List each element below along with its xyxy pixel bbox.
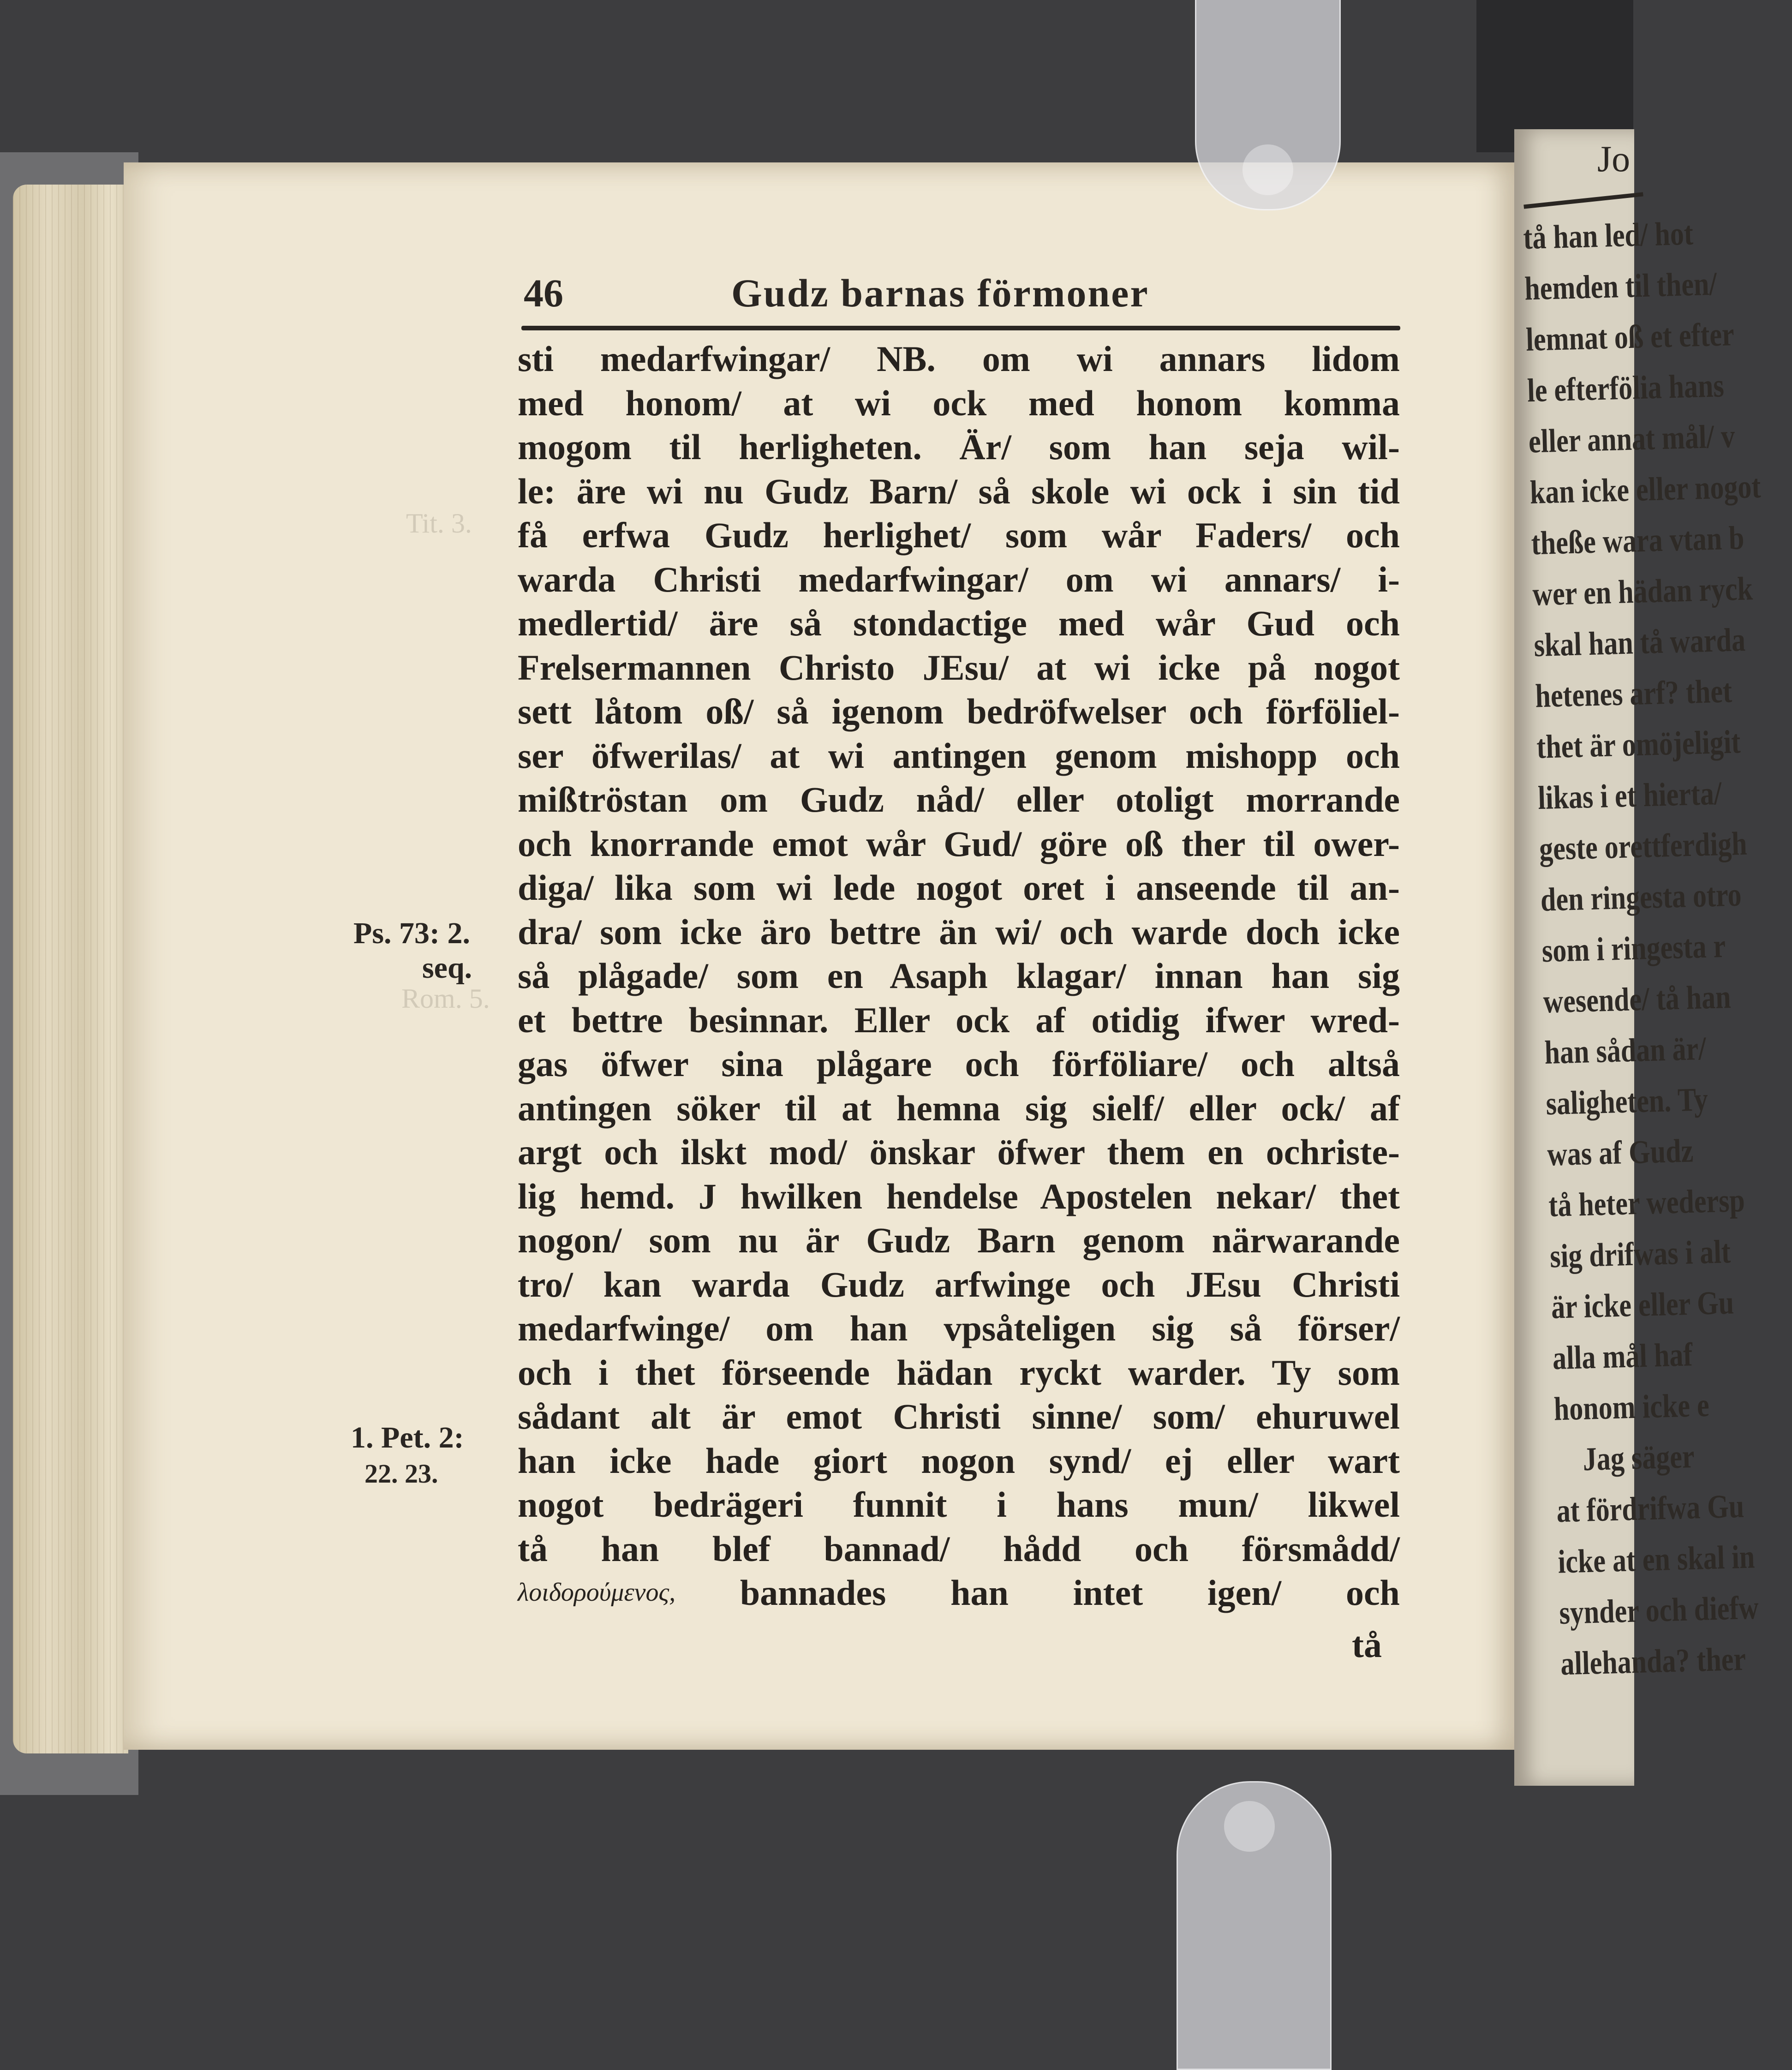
right-page-line: was af Gudz (1547, 1132, 1694, 1173)
right-page-line: at fördrifwa Gu (1556, 1488, 1745, 1529)
margin-note-verses: 22. 23. (364, 1459, 438, 1489)
clip-hole (1224, 1801, 1275, 1852)
text-line-content: och i thet förseende hädan ryckt warder. Ty som (518, 1352, 1400, 1393)
text-line (518, 778, 1400, 822)
text-line (518, 734, 1400, 778)
text-line-content: le: äre wi nu Gudz Barn/ så skole wi ock i sin tid (518, 471, 1400, 511)
text-line-content: gas öfwer sina plågare och förföliare/ och altså (518, 1044, 1400, 1084)
text-line (518, 381, 1400, 425)
text-line (518, 1439, 1400, 1483)
right-page-header: Jo (1597, 139, 1631, 179)
text-line (518, 866, 1400, 910)
text-line-content: mogom til herligheten. Är/ som han seja wil- (518, 427, 1400, 467)
text-line (518, 910, 1400, 954)
text-line (518, 1351, 1400, 1395)
right-page-line: saligheten. Ty (1545, 1081, 1708, 1122)
show-through-text: Tit. 3. (406, 508, 472, 538)
body-text (518, 337, 1400, 1615)
right-page-line: theße wara vtan b (1530, 519, 1745, 562)
text-line-content: sti medarfwingar/ NB. om wi annars lidom (518, 339, 1400, 379)
right-page (1514, 129, 1762, 1786)
text-line (518, 1394, 1400, 1439)
right-page-line: synder och diefw (1559, 1589, 1759, 1631)
text-line (518, 646, 1400, 690)
text-line (518, 601, 1400, 646)
word: igen/ (1207, 1573, 1282, 1613)
text-line (518, 1042, 1400, 1086)
text-line-content: han icke hade giort nogon synd/ ej eller wart (518, 1440, 1400, 1481)
text-line (518, 689, 1400, 734)
text-line (518, 1527, 1400, 1571)
clip-hole (1242, 144, 1293, 195)
right-page-line: hetenes arf? thet (1535, 672, 1732, 715)
plastic-page-clip-bottom (1177, 1781, 1332, 2070)
text-line-content: och knorrande emot wår Gud/ göre oß ther til ower- (518, 823, 1400, 864)
page-number: 46 (524, 271, 563, 315)
right-page-line: geste orettferdigh (1539, 825, 1748, 867)
text-line (518, 425, 1400, 469)
word: han (950, 1573, 1009, 1613)
text-line (518, 1306, 1400, 1351)
text-line (518, 557, 1400, 602)
right-page-line: wer en hädan ryck (1532, 570, 1753, 613)
text-line-content: lig hemd. J hwilken hendelse Apostelen nekar/ thet (518, 1176, 1400, 1216)
right-page-line: skal han tå warda (1533, 621, 1746, 664)
text-line-content: Frelsermannen Christo JEsu/ at wi icke på nogot (518, 647, 1400, 688)
right-page-line: är icke eller Gu (1551, 1284, 1735, 1326)
right-page-line: icke at en skal in (1557, 1538, 1756, 1580)
page-edges-stack (13, 185, 128, 1753)
right-page-line: kan icke eller nogot (1529, 468, 1762, 511)
show-through-text: Rom. 5. (401, 983, 490, 1014)
text-line-content: medlertid/ äre så stondactige med wår Gud och (518, 603, 1400, 643)
text-line-content: diga/ lika som wi lede nogot oret i anseende til an- (518, 867, 1400, 908)
text-line-content: nogon/ som nu är Gudz Barn genom närwarande (518, 1220, 1400, 1260)
right-page-line: som i ringesta r (1541, 927, 1726, 969)
text-line-content: medarfwinge/ om han vpsåteligen sig så förser/ (518, 1308, 1400, 1348)
right-page-line: Jag säger (1582, 1438, 1695, 1478)
text-line (518, 469, 1400, 514)
right-page-text (1523, 209, 1762, 1689)
text-line-content: så plågade/ som en Asaph klagar/ innan han sig (518, 956, 1400, 996)
right-page-line: alla mål haf (1552, 1336, 1693, 1376)
text-line (518, 337, 1400, 381)
word: bannades (740, 1573, 886, 1613)
text-line-content: et bettre besinnar. Eller ock af otidig ifwer wred- (518, 999, 1400, 1040)
running-head: Gudz barnas förmoner (731, 271, 1149, 315)
greek-line-content (518, 1571, 1400, 1615)
text-line (518, 1262, 1400, 1307)
greek-word: λοιδορούμενος, (518, 1578, 676, 1607)
text-line-content: antingen söker til at hemna sig sielf/ eller ock/ af (518, 1088, 1400, 1128)
text-line (518, 1174, 1400, 1219)
word: intet (1073, 1573, 1143, 1613)
right-page-line: eller annat mål/ v (1528, 418, 1736, 460)
text-line-content: med honom/ at wi ock med honom komma (518, 383, 1400, 423)
text-line-content: tro/ kan warda Gudz arfwinge och JEsu Christi (518, 1264, 1400, 1304)
right-page-line: wesende/ tå han (1542, 978, 1732, 1020)
text-line-content: sett låtom oß/ så igenom bedröfwelser och förföliel- (518, 691, 1400, 731)
text-line-content: dra/ som icke äro bettre än wi/ och warde doch icke (518, 911, 1400, 952)
text-line-content: argt och ilskt mod/ önskar öfwer them en ochriste- (518, 1132, 1400, 1172)
text-line (518, 998, 1400, 1042)
plastic-page-clip-top (1195, 0, 1341, 210)
right-page-line: tå heter wedersp (1548, 1182, 1745, 1224)
right-page-line: tå han led/ hot (1523, 215, 1694, 256)
right-page-line: den ringesta otro (1540, 876, 1742, 918)
text-line-greek (518, 1571, 1400, 1615)
right-page-line: thet är omöjeligit (1536, 723, 1741, 766)
right-page-line: honom icke e (1553, 1387, 1710, 1428)
right-page-line: hemden til then/ (1524, 265, 1717, 307)
text-line (518, 513, 1400, 557)
right-page-line: lemnat oß et efter (1525, 316, 1735, 358)
text-line (518, 822, 1400, 866)
right-page-rule (1523, 192, 1643, 209)
text-line-content: mißtröstan om Gudz nåd/ eller otoligt morrande (518, 779, 1400, 820)
text-line-content: tå han blef bannad/ hådd och försmådd/ (518, 1528, 1400, 1569)
text-line-content: warda Christi medarfwingar/ om wi annars/ i- (518, 559, 1400, 599)
right-page-line: likas i et hierta/ (1537, 775, 1722, 816)
text-line-content: nogot bedrägeri funnit i hans mun/ likwel (518, 1484, 1400, 1525)
text-line (518, 1130, 1400, 1174)
text-line-content: få erfwa Gudz herlighet/ som wår Faders/ och (518, 515, 1400, 555)
text-line (518, 1483, 1400, 1527)
text-line-content: ser öfwerilas/ at wi antingen genom mishopp och (518, 735, 1400, 776)
margin-note-seq: seq. (422, 951, 472, 985)
word: och (1345, 1573, 1400, 1613)
right-page-line: allehanda? ther (1560, 1640, 1746, 1682)
page-header (524, 270, 1400, 321)
right-page-line: han sådan är/ (1544, 1030, 1707, 1071)
right-page-line: sig drifwas i alt (1549, 1233, 1731, 1275)
header-rule (521, 326, 1400, 330)
text-line (518, 1218, 1400, 1262)
text-line (518, 1086, 1400, 1131)
margin-note-psalm: Ps. 73: 2. (353, 916, 470, 950)
text-line (518, 954, 1400, 998)
text-line-content: sådant alt är emot Christi sinne/ som/ ehuruwel (518, 1396, 1400, 1436)
catchword: tå (1352, 1625, 1382, 1665)
right-page-line: le efterfölia hans (1527, 367, 1725, 409)
margin-note-peter: 1. Pet. 2: (351, 1421, 464, 1454)
